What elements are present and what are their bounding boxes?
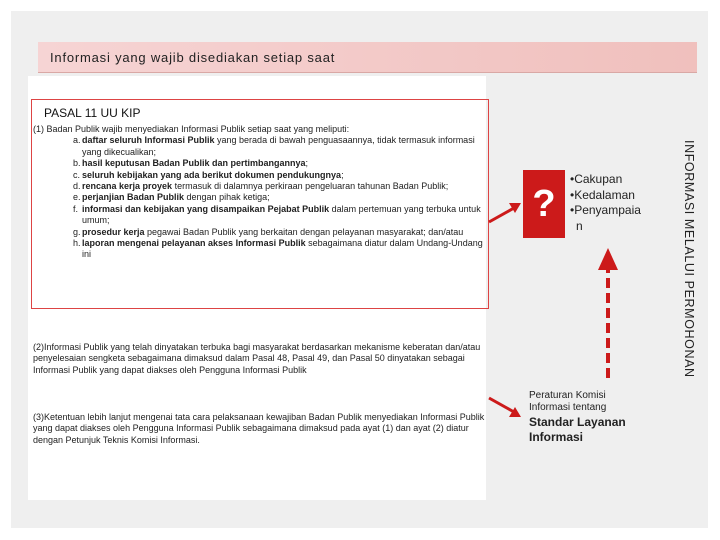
arrow-to-regulation-line [489,398,514,412]
aspect-item: •Cakupan [570,172,623,186]
side-vertical-label: INFORMASI MELALUI PERMOHONAN [682,140,696,378]
list-item-bold: prosedur kerja [82,226,145,237]
list-item-letter: b. [73,158,81,169]
regulation-line-2: Informasi tentang [529,402,607,413]
list-item-rest: dengan pihak ketiga; [184,192,270,203]
list-item-rest: sebagaimana diatur dalam Undang-Undang ini [82,238,483,260]
paragraph-2: (2)Informasi Publik yang telah dinyatakan terbuka bagi masyarakat berdasarkan mekanisme keberatan dan/atau penyelesaian sengketa sebagaimana dimaksud dalam Pasal 48, Pasal 49, dan Pasal 50 dinyatakan sebagai Informasi Publik yang dapat diakses oleh Pengguna Informasi Publik [33,342,481,375]
list-item-rest: dalam pertemuan yang terbuka untuk umum; [82,203,481,226]
list-item-letter: f. [73,203,79,214]
aspect-item: •Kedalaman [570,187,635,202]
list-item-bold: informasi dan kebijakan yang disampaikan Pejabat Publik [82,203,330,214]
aspects-list [570,172,641,234]
list-item-letter: g. [73,226,81,237]
pasal-title: PASAL 11 UU KIP [44,106,141,120]
list-item-bold: hasil keputusan Badan Publik dan pertimbangannya [82,158,306,169]
regulation-line-4: Informasi [529,430,584,444]
list-item-rest: ; [305,158,309,169]
list-item-bold: perjanjian Badan Publik [82,192,185,203]
arrow-to-question-line [489,208,514,222]
regulation-line-3: Standar Layanan [529,415,626,429]
question-mark-box [523,170,565,238]
list-item-rest: ; [341,169,344,180]
regulation-line-1: Peraturan Komisi [529,390,606,401]
list-item-bold: seluruh kebijakan yang ada berikut dokumen pendukungnya [82,169,342,180]
list-item-letter: a. [73,135,81,146]
list-item-rest: pegawai Badan Publik yang berkaitan dengan pelayanan masyarakat; dan/atau [144,226,464,237]
regulation-note [529,390,679,445]
list-item-bold: daftar seluruh Informasi Publik [82,135,215,146]
list-item-letter: e. [73,192,81,203]
list-item-rest: yang berada di bawah penguasaannya, tidak termasuk informasi yang dikecualikan; [82,135,475,157]
slide-title: Informasi yang wajib disediakan setiap saat [50,50,336,65]
aspect-item: •Penyampaia [570,203,641,217]
list-item-bold: laporan mengenai pelayanan akses Informasi Publik [82,238,306,249]
paragraph-1-intro: (1) Badan Publik wajib menyediakan Informasi Publik setiap saat yang meliputi: [33,124,350,134]
aspect-item: n [576,218,583,233]
list-item-letter: h. [73,238,81,249]
list-item-letter: d. [73,181,81,192]
dashed-up-arrow-head [598,248,618,270]
list-item-letter: c. [73,169,81,180]
question-mark: ? [532,182,556,225]
paragraph-3: (3)Ketentuan lebih lanjut mengenai tata cara pelaksanaan kewajiban Badan Publik menyediakan Informasi Publik yang dapat diakses oleh Pengguna Informasi Publik sebagaimana dimaksud pada ayat (1) dan ayat (2) diatur dengan Petunjuk Teknis Komisi Informasi. [33,412,485,445]
list-item-rest: termasuk di dalamnya perkiraan pengeluaran tahunan Badan Publik; [172,181,449,192]
list-item-bold: rencana kerja proyek [82,181,173,192]
